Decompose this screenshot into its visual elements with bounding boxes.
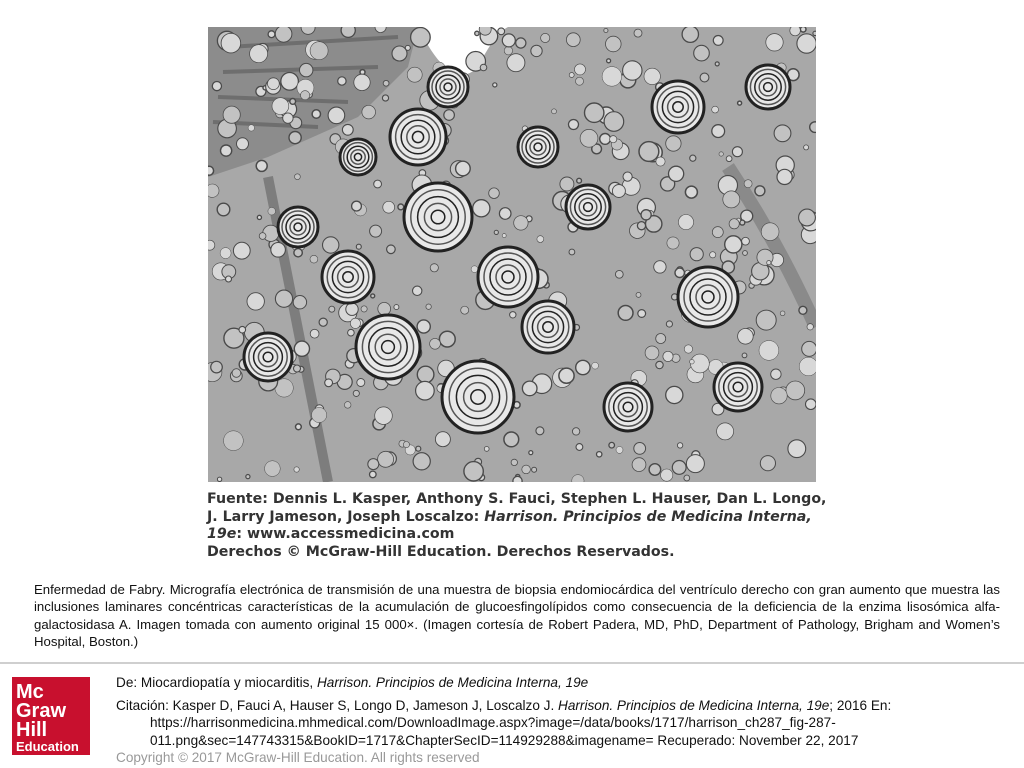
reference-block	[116, 674, 1016, 766]
micrograph-image	[208, 27, 816, 482]
citation-title: Harrison. Principios de Medicina Interna, 19e	[558, 698, 830, 714]
logo-line-1: Mc	[16, 681, 44, 703]
source-authors: J. Larry Jameson, Joseph Loscalzo:	[207, 508, 485, 525]
figure-caption: Enfermedad de Fabry. Micrografía electrónica de transmisión de una muestra de biopsia endomiocárdica del ventrículo derecho con gran aumento que muestra las inclusiones laminares concéntricas características de la acumulación de glucoesfingolípidos como consecuencia de la deficiencia de la enzima lisosómica alfa-galactosidasa A. Imagen tomada con aumento original 15 000×. (Imagen cortesía de Robert Padera, MD, PhD, Department of Pathology, Brigham and Women’s Hospital, Boston.)	[34, 582, 1000, 650]
logo-line-3: Hill	[16, 719, 48, 741]
logo-line-4: Education	[16, 739, 79, 754]
divider	[0, 662, 1024, 664]
citation-prefix: Citación: Kasper D, Fauci A, Hauser S, Longo D, Jameson J, Loscalzo J.	[116, 698, 559, 714]
source-line-2	[207, 509, 827, 527]
source-line-3	[207, 526, 827, 544]
source-book-title: Harrison. Principios de Medicina Interna,	[484, 508, 812, 525]
reference-from-prefix: De: Miocardiopatía y miocarditis,	[116, 675, 317, 690]
citation-suffix: ; 2016 En:	[829, 698, 892, 714]
citation-url-line-1[interactable]: https://harrisonmedicina.mhmedical.com/DownloadImage.aspx?image=/data/books/1717/harrison_ch287_fig-287-	[150, 715, 836, 731]
reference-from	[116, 674, 1016, 691]
figure-source	[207, 491, 827, 561]
citation-url-line-2[interactable]: 011.png&sec=147743315&BookID=1717&ChapterSecID=114929288&imagename= Recuperado: November 22, 2017	[150, 732, 859, 748]
mcgraw-hill-logo	[12, 677, 90, 755]
reference-from-title: Harrison. Principios de Medicina Interna, 19e	[316, 675, 589, 690]
source-rights: Derechos © McGraw-Hill Education. Derechos Reservados.	[207, 543, 675, 560]
source-line-1: Fuente: Dennis L. Kasper, Anthony S. Fauci, Stephen L. Hauser, Dan L. Longo,	[207, 491, 827, 507]
reference-citation	[116, 697, 1016, 714]
copyright-notice: Copyright © 2017 McGraw-Hill Education. All rights reserved	[116, 749, 480, 765]
source-website: : www.accessmedicina.com	[236, 526, 455, 543]
source-edition: 19e	[207, 526, 237, 543]
logo-line-2: Graw	[16, 700, 67, 722]
